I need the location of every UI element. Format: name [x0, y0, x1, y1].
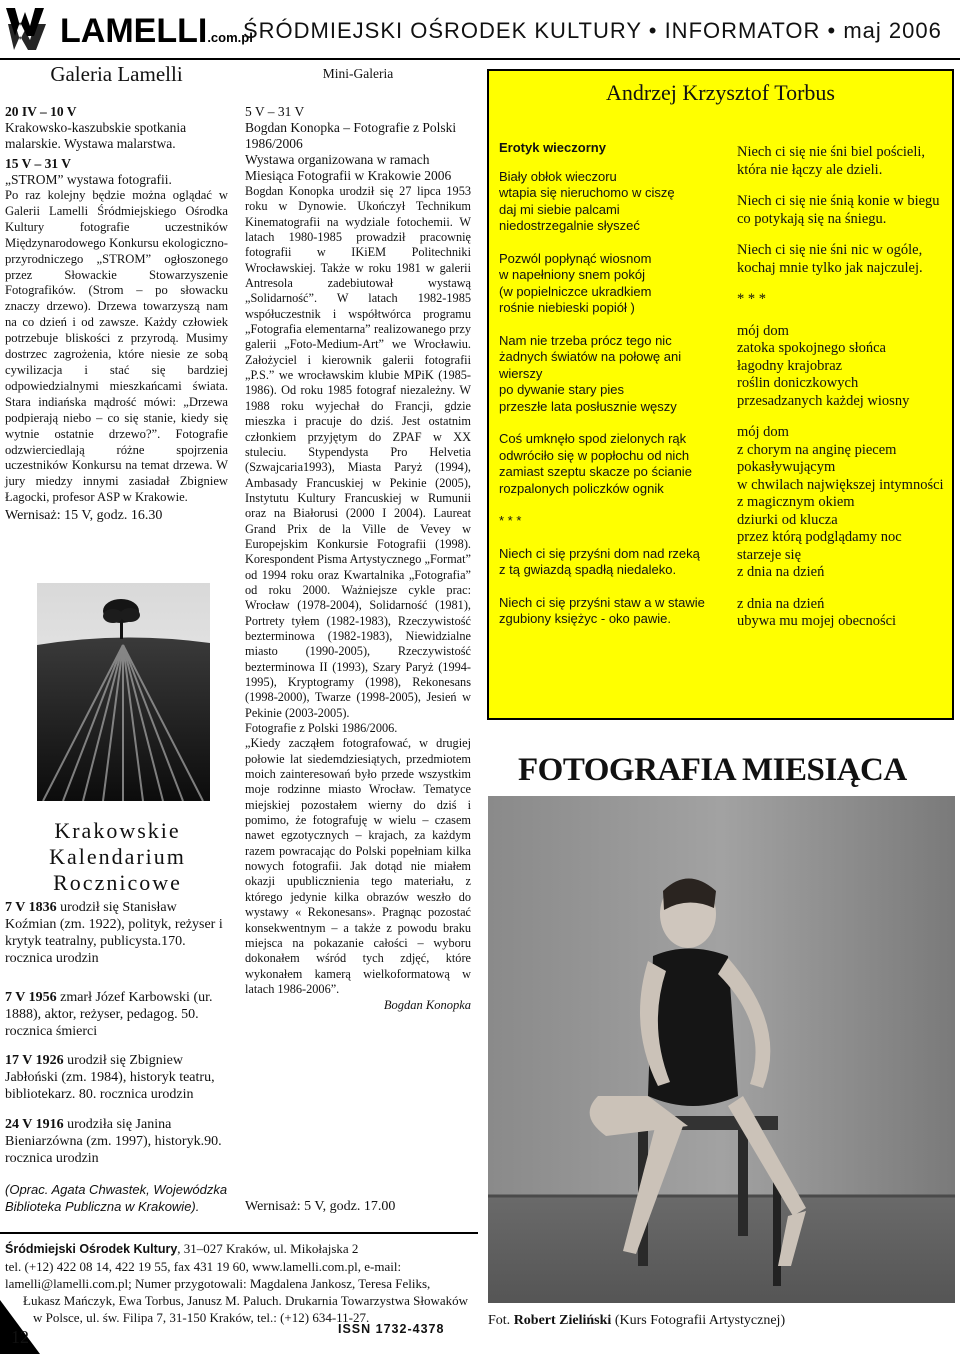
- minigaleria-wernisaz: Wernisaż: 5 V, godz. 17.00: [245, 1199, 396, 1214]
- poem-line: z dnia na dzień: [737, 564, 825, 580]
- poem-line: wierszy: [499, 365, 543, 381]
- logo-wordmark: [60, 12, 253, 51]
- caption-prefix: Fot.: [488, 1313, 514, 1328]
- galeria-date-1: 20 IV – 10 V: [5, 104, 77, 119]
- logo-main: LAMELLI: [60, 12, 208, 50]
- minigaleria-signature: Bogdan Konopka: [383, 998, 471, 1013]
- poem-line: Niech ci się przyśni dom nad rzeką: [499, 545, 700, 561]
- poem-stanza: [499, 546, 724, 579]
- kalendarium-text: zmarł Józef Karbowski (ur. 1888), aktor, reżyser, pedagog. 50. rocznica śmierci: [5, 990, 213, 1039]
- poem-stanza: [499, 431, 724, 497]
- kalendarium-credit: (Oprac. Agata Chwastek, Wojewódzka Biblioteka Publiczna w Krakowie).: [5, 1182, 228, 1214]
- kalendarium-text: urodził się Stanisław Koźmian (zm. 1922), polityk, reżyser i krytyk teatralny, publicysta.170. rocznica urodzin: [5, 900, 223, 966]
- footer-divider: [0, 1232, 478, 1234]
- minigaleria-intro-2: Wystawa organizowana w ramach Miesiąca Fotografii w Krakowie 2006: [245, 152, 452, 183]
- kalendarium-title: Krakowskie Kalendarium Rocznicowe: [49, 818, 186, 895]
- poem-line: roślin doniczkowych: [737, 375, 859, 391]
- galeria-body: Po raz kolejny będzie można oglądać w Galerii Lamelli Śródmiejskiego Ośrodka Kultury fotografie uczestników Międzynarodowego Konkursu ekologiczno-przyrodniczego „STROM” ogłoszonego przez Słowackie Stowarzyszenie Fotografików. (Strom – po słowacku znaczy drzewo). Drzewa towarzyszą nam na co dzień i od zawsze. Każdy człowiek potrzebuje bliskości z przyrodą. Musimy dostrzec zagrożenia, które niesie ze sobą cywilizacja i stać się bardziej odpowiedzialnymi mieszkańcami świata. Stara indiańska mądrość mówi: „Drzewa podpierają niebo – co się stanie, kiedy się wytnie ostatnie drzewo?”. Fotografie odzwierciedlają różne spojrzenia uczestników Konkursu na temat drzewa. W jury miedzy innymi zasiadał Zbigniew Łagocki, profesor ASP w Krakowie.: [5, 188, 228, 505]
- minigaleria-date: 5 V – 31 V: [245, 104, 305, 119]
- header-divider: [0, 58, 960, 60]
- poem-line: (w popielniczce ukradkiem: [499, 283, 652, 299]
- poem-line: odwróciło się w popłochu od nich: [499, 447, 690, 463]
- footer-issn: ISSN 1732-4378: [338, 1322, 445, 1336]
- poem-left-stanzas: [499, 169, 724, 628]
- caption-author: Robert Zieliński: [513, 1313, 612, 1328]
- poem-stanza: [499, 169, 724, 235]
- photo-caption: [488, 1313, 955, 1329]
- poem-line: Biały obłok wieczoru: [499, 168, 617, 184]
- kalendarium-date: 7 V 1836: [5, 900, 57, 915]
- poem-line: z magicznym okiem: [737, 494, 855, 510]
- poem-line: rozpalonych policzków ognik: [499, 480, 664, 496]
- footer-credits-1: lamelli@lamelli.com.pl; Numer przygotowali: Magdalena Jankosz, Teresa Feliks,: [5, 1276, 431, 1291]
- poem-line: zamiast szeptu skacze po ścianie: [499, 464, 692, 479]
- poem-line: Niech ci się nie śni biel pościeli,: [737, 144, 926, 160]
- poem-line: co potykają się na śniegu.: [737, 210, 887, 227]
- kalendarium-text: urodziła się Janina Bieniarzówna (zm. 1997), historyk.90. rocznica urodzin: [5, 1117, 222, 1166]
- poem-line: zgubiony księżyc - oko pawie.: [499, 611, 671, 626]
- galeria-section: [5, 104, 228, 524]
- poem-right: [737, 144, 952, 645]
- poem-line: daj mi siebie palcami: [499, 201, 620, 217]
- poem-line: kochaj mnie tylko jak najczulej.: [737, 259, 923, 276]
- poetry-author: Andrzej Krzysztof Torbus: [606, 80, 835, 105]
- fotografia-miesiaca-heading: FOTOGRAFIA MIESIĄCA: [518, 752, 907, 788]
- minigaleria-quote: „Kiedy zacząłem fotografować, w drugiej połowie lat siedemdziesiątych, przedmiotem moich zainteresowań było przede wszystkim moje rodzinne miasto Wrocław. Tematyce miejskiej pozostałem wierny do dziś i pomimo, że fotografuję w wielu – czasem nawet egzotycznych – krajach, za każdym razem powracając do Polski popełniam kilka nowych fotografii. Jak dotąd nie miałem okazji upublicznienia tego materiału, z którego jedynie kilka obrazów weszło do wystawy « Rekonesans». Pragnąc pozostać konsekwentnym – a także z powodu braku miejsca na pokazanie całości – wyboru dokonałem wśród tych zdjęć, które wykonałem kamerą wielkoformatową w latach 1986-2006”.: [245, 736, 471, 996]
- logo-domain: .com.pl: [207, 30, 253, 45]
- poem-line: Niech ci się nie śni nic w ogóle,: [737, 242, 923, 258]
- poem-line: żadnych światów na połowę ani: [499, 349, 682, 364]
- poem-line: Nam nie trzeba prócz tego nic: [499, 332, 672, 348]
- kalendarium-entry: [5, 989, 230, 1040]
- poem-line: z dnia na dzień: [737, 595, 825, 612]
- poem-line: Niech ci się nie śnią konie w biegu: [737, 193, 940, 209]
- header-title: ŚRÓDMIEJSKI OŚRODEK KULTURY • INFORMATOR • maj 2006: [243, 18, 942, 43]
- kalendarium-text: urodził się Zbigniew Jabłoński (zm. 1984), historyk teatru, bibliotekarz. 80. rocznica urodzin: [5, 1053, 215, 1102]
- poem-left: [499, 140, 724, 644]
- footer-credits-2: Łukasz Mańczyk, Ewa Torbus, Janusz M. Paluch. Drukarnia Towarzystwa Słowaków: [23, 1293, 469, 1308]
- kalendarium-date: 17 V 1926: [5, 1053, 64, 1068]
- poem-line: w napełniony snem pokój: [499, 267, 645, 282]
- poem-line: z chorym na anginę piecem: [737, 441, 897, 458]
- poem-stanza: [499, 333, 724, 416]
- poem-line: Coś umknęło spod zielonych rąk: [499, 431, 687, 446]
- poem-line: rośnie niebieski popiół ): [499, 300, 635, 315]
- footer-org: Śródmiejski Ośrodek Kultury: [5, 1242, 178, 1256]
- poem-line: zatoka spokojnego słońca: [737, 340, 886, 356]
- galeria-desc-1: Krakowsko-kaszubskie spotkania malarskie. Wystawa malarstwa.: [5, 120, 187, 151]
- poem-line: mój dom: [737, 424, 789, 440]
- kalendarium-date: 24 V 1916: [5, 1117, 64, 1132]
- poem-stanza: [737, 291, 952, 309]
- galeria-date-2: 15 V – 31 V: [5, 156, 72, 171]
- poem-stanza: [737, 242, 952, 277]
- poem-line: z tą gwiazdą spadłą niedaleko.: [499, 562, 677, 577]
- poem-stanza: [737, 424, 952, 582]
- poem-stanza: [499, 251, 724, 317]
- footer-imprint: [5, 1240, 475, 1326]
- galeria-heading: Galeria Lamelli: [50, 62, 183, 86]
- poem-line: * * *: [499, 513, 522, 528]
- minigaleria-bio: Bogdan Konopka urodził się 27 lipca 1953 roku w Dynowie. Ukończył Technikum Kinematografii na wydziale fotochemii. W latach 1980-1985 prowadził pracownię fotografii w IKiEM Politechniki Wrocławskiej. Także w roku 1981 w galerii Antresola zadebiutował wystawą „Solidarność”. W latach 1982-1985 współuczestnik i współtwórca programu „Fotografia elementarna” realizowanego przy galerii „Foto-Medium-Art” we Wrocławiu. Założyciel i kierownik galerii fotografii „P.S.” we wrocławskim klubie MPiK (1985-1986). Od roku 1985 fotograf niezależny. W 1988 roku wyjechał do Francji, gdzie mieszka i pracuje do dziś. Jest ostatnim członkiem przyjętym do ZPAF w XX stuleciu. Stypendysta Pro Helvetia (Szwajcaria1993), Miasta Paryż (1994), Ambasady Francuskiej w Pekinie (2005), Instytutu Kultury Francuskiej w Rumunii oraz na Białorusi (2000 I 2004). Laureat Grand Prix de la Ville de Vevey w Europejskim Konkursie Fotografii (1998). Korespondent Pisma Artystycznego „Format” od 1994 roku oraz Kwartalnika „Fotografia” od roku 2000. Ważniejsze cykle prac: Wrocław (1978-2004), Solidarność (1981), Portrety tyłem (1982-1983), Rzeczywistość bezterminowa (1982-1983), Niewidzialne miasto (1990-2005), Rzeczywistość bezterminowa II (1993), Szary Paryż (1994-1995), Kryptogramy (1998), Rekonesans (1998-2000), Twarze (1998-2005), Jesień w Pekinie (2003-2005).: [245, 184, 471, 720]
- kalendarium-date: 7 V 1956: [5, 990, 57, 1005]
- footer-contact: tel. (+12) 422 08 14, 422 19 55, fax 431 19 60, www.lamelli.com.pl, e-mail:: [5, 1259, 402, 1274]
- poem-line: starzeje się: [737, 546, 802, 563]
- poem-stanza: [737, 596, 952, 631]
- poem-line: * * *: [737, 291, 766, 307]
- lamelli-logo-icon: [6, 6, 48, 52]
- poem-line: w chwilach największej intymności: [737, 476, 944, 493]
- poem-line: ubywa mu mojej obecności: [737, 613, 897, 629]
- poem-stanza: [737, 144, 952, 179]
- poem-line: mój dom: [737, 322, 789, 339]
- poem-line: przeszłe lata posłusznie węszy: [499, 398, 677, 414]
- page-number: 12: [11, 1327, 29, 1347]
- kalendarium-entry: [5, 1116, 230, 1167]
- poem-line: przesadzanych każdej wiosny: [737, 392, 910, 409]
- poem-line: pokasływującym: [737, 459, 836, 475]
- poem-line: wtapia się nieruchomo w ciszę: [499, 185, 675, 200]
- poem-right-stanzas: [737, 144, 952, 631]
- caption-rest: (Kurs Fotografii Artystycznej): [611, 1313, 786, 1328]
- galeria-desc-2: „STROM” wystawa fotografii.: [5, 172, 172, 187]
- poem-line: niedostrzegalnie słyszeć: [499, 218, 640, 233]
- minigaleria-heading: Mini-Galeria: [322, 66, 394, 81]
- poem-line: dziurki od klucza: [737, 511, 838, 528]
- poem-line: która nie łączy ale dzieli.: [737, 161, 883, 178]
- poem-stanza: [737, 193, 952, 228]
- minigaleria-fotografie: Fotografie z Polski 1986/2006.: [245, 721, 398, 736]
- poem-line: po dywanie stary pies: [499, 382, 625, 397]
- minigaleria-intro: Bogdan Konopka – Fotografie z Polski 1986/2006: [245, 120, 457, 151]
- footer-address: , 31–027 Kraków, ul. Mikołajska 2: [177, 1241, 359, 1256]
- poem-stanza: [737, 323, 952, 411]
- tree-photo: [37, 583, 210, 801]
- poem-line: przez którą podglądamy noc: [737, 529, 902, 545]
- kalendarium-entry: [5, 1052, 230, 1103]
- poem-line: łagodny krajobraz: [737, 357, 843, 374]
- poem-stanza: [499, 513, 724, 530]
- poem-stanza: [499, 595, 724, 628]
- kalendarium-entry: [5, 899, 230, 967]
- portrait-photo: [488, 796, 955, 1303]
- minigaleria-section: [245, 104, 471, 1013]
- poem-line: Niech ci się przyśni staw a w stawie: [499, 594, 705, 610]
- footer-print: w Polsce, ul. św. Filipa 7, 31-150 Kraków, tel.: (+12) 634-11-27.: [33, 1310, 370, 1325]
- galeria-wernisaz: Wernisaż: 15 V, godz. 16.30: [5, 508, 163, 524]
- poem-line: Pozwól popłynąć wiosnom: [499, 250, 652, 266]
- poem-title: Erotyk wieczorny: [499, 140, 606, 155]
